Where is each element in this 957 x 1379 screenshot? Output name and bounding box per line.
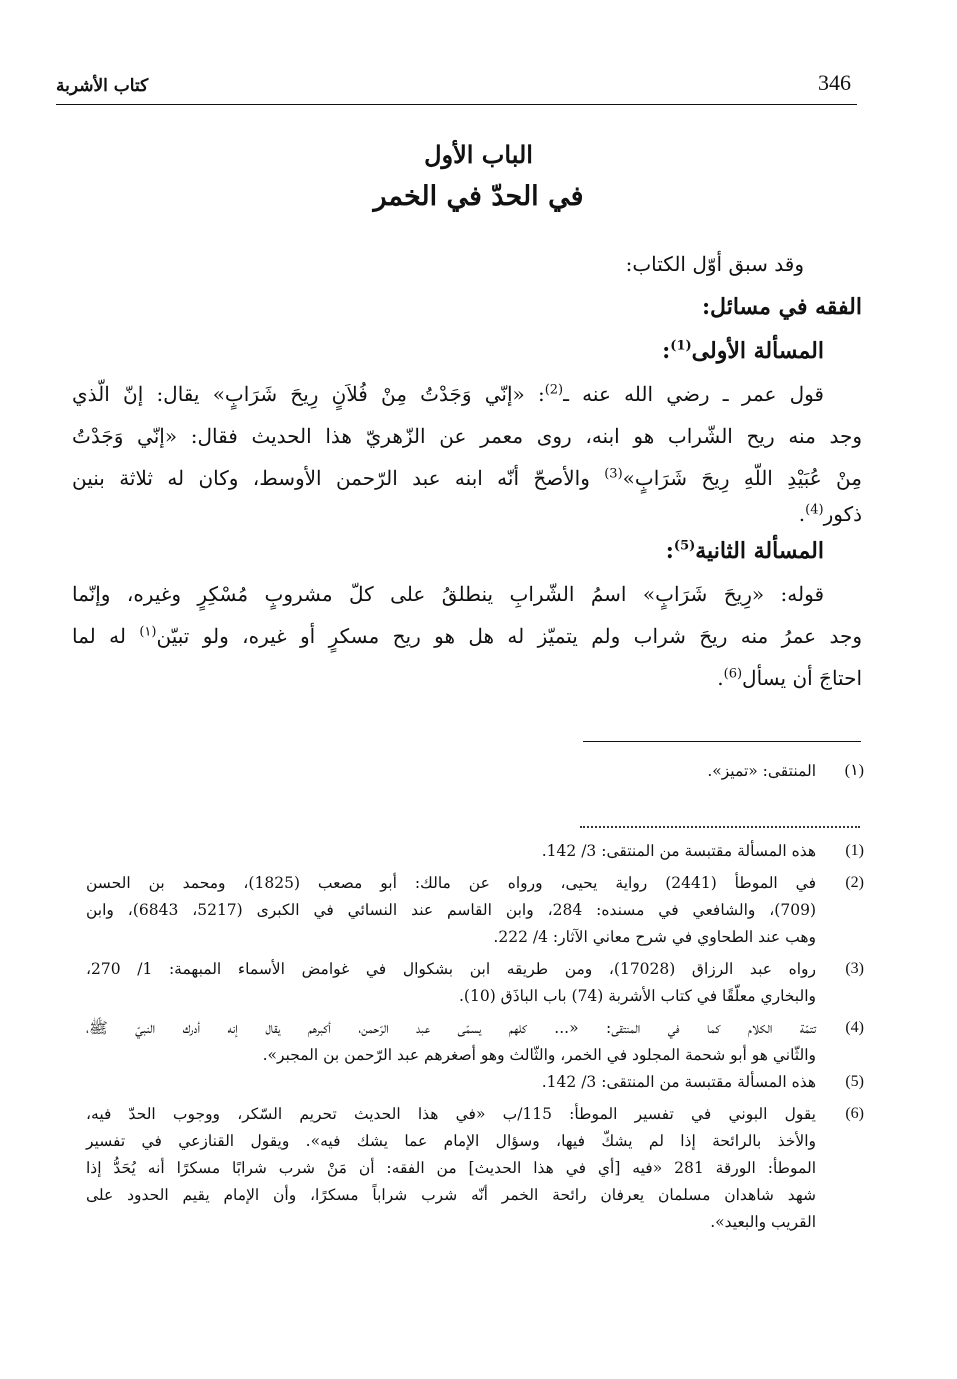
footnote-ref: (4) [805,502,824,518]
note-line: تتمّة الكلام كما في المنتقى: «... كلهم يسمّى عبد الرّحمن، أكبرهم يقال إنه أدرك النبيّ ﷺ، [86,1019,816,1037]
issue-1-title: المسألة الأولى$^{(1)}$: [662,338,824,364]
footnote-ref: (6) [723,666,743,682]
variant-note [86,758,864,785]
main-text [72,243,862,699]
issue-1-line: وجد منه ريح الشّراب هو ابنه، روى معمر عن الزّهريّ هذا الحديث فقال: «إنّي وَجَدْتُ [72,424,862,448]
issue-2-line: وجد عمرُ منه ريحَ شراب ولم يتميّز له هل هو ريح مسكرٍ أو غيره، ولو تبيّن$^{(١)}$ له لما [72,624,863,648]
issue-2-line: احتاجَ أن يسأل$^{(6)}$. [717,666,862,690]
footnotes [86,838,864,1236]
footnote-item [86,1101,864,1236]
footnote-ref: (1) [670,338,692,354]
running-header [56,70,857,105]
note-line: (709)، والشافعي في مسنده: 284، وابن القاسم عند النسائي في الكبرى (5217، 6843)، وابن [86,901,816,919]
dotted-divider [580,826,860,828]
note-number: (3) [845,960,864,977]
note-line: رواه عبد الرزاق (17028)، ومن طريقه ابن بشكوال في غوامض الأسماء المبهمة: 1/ 270، [86,960,816,978]
issue-1-line: قول عمر ـ رضي الله عنه ـ$^{(2)}$: «إنّي وَجَدْتُ مِنْ فُلاَنٍ رِيحَ شَرَابٍ» يقال: إنّ الّذي [72,382,824,406]
note-line: والثّاني هو أبو شحمة المجلود في الخمر، والثّالث وهو أصغرهم عبد الرّحمن بن المجبر». [262,1046,816,1064]
chapter-title [0,135,957,219]
running-title: كتاب الأشربة [56,76,149,96]
page-number: 346 [818,70,851,95]
note-line: شهد شاهدان مسلمان يعرفان رائحة الخمر أنّه شرب شراباً مسكرًا، وأن الإمام يقيم الحدود على [86,1186,816,1204]
footnote-item [86,1015,864,1069]
footnote-divider [583,741,861,742]
note-number: (4) [845,1019,864,1036]
intro-line: وقد سبق أوّل الكتاب: [625,252,804,276]
note-number: (6) [845,1105,864,1122]
note-line: والأخذ بالرائحة إذا لم يشكّ فيها، وسؤال الإمام عما يشك فيه». ويقول القنازعي في تفسير [86,1132,816,1150]
note-line: هذه المسألة مقتبسة من المنتقى: 3/ 142. [541,1073,816,1091]
note-line: يقول البوني في تفسير الموطأ: 115/ب «في هذا الحديث تحريم السّكر، ووجوب الحدّ فيه، [86,1105,816,1123]
note-line: هذه المسألة مقتبسة من المنتقى: 3/ 142. [541,842,816,860]
note-number: (١) [844,762,864,779]
footnote-item [86,838,864,865]
issue-2-line: قوله: «رِيحَ شَرَابٍ» اسمُ الشّرابِ ينطلقُ على كلّ مشروبٍ مُسْكِرٍ وغيره، وإنّما [72,582,824,606]
note-line: وهب عند الطحاوي في شرح معاني الآثار: 4/ 222. [493,928,816,946]
issue-1-line: مِنْ عُبَيْدِ اللّهِ رِيحَ شَرَابٍ»$^{(3)}$ والأصحّ أنّه ابنه عبد الرّحمن الأوسط، وكان له ثلاثة بنين [72,466,862,490]
note-line: الموطأ: الورقة 281 «فيه [أي في هذا الحديث] من الفقه: أن مَنْ شرب شرابًا مسكرًا أنه يُحَدُّ إذا [86,1159,816,1177]
chapter-heading-line1: الباب الأول [424,140,533,169]
footnote-item [86,870,864,951]
note-line: القريب والبعيد». [710,1213,816,1231]
note-line: في الموطأ (2441) رواية يحيى، ورواه عن مالك: أبو مصعب (1825)، ومحمد بن الحسن [86,874,816,892]
footnote-ref: (3) [604,466,623,482]
note-number: (5) [845,1073,864,1090]
footnote-ref: (2) [544,382,564,398]
note-number: (1) [845,842,864,859]
chapter-heading-line2: في الحدّ في الخمر [373,181,584,212]
footnote-ref: (5) [673,538,696,554]
variant-notes [86,758,864,785]
issue-1-line: ذكور$^{(4)}$. [798,502,862,526]
variant-ref: (١) [139,624,157,640]
note-line: والبخاري معلّقًا في كتاب الأشربة (74) باب الباذَق (10). [458,987,816,1005]
section-title: الفقه في مسائل: [701,294,862,320]
note-number: (2) [845,874,864,891]
footnote-item [86,956,864,1010]
note-line: المنتقى: «تميز». [707,762,816,780]
footnote-item [86,1069,864,1096]
issue-2-title: المسألة الثانية$^{(5)}$: [665,538,824,564]
